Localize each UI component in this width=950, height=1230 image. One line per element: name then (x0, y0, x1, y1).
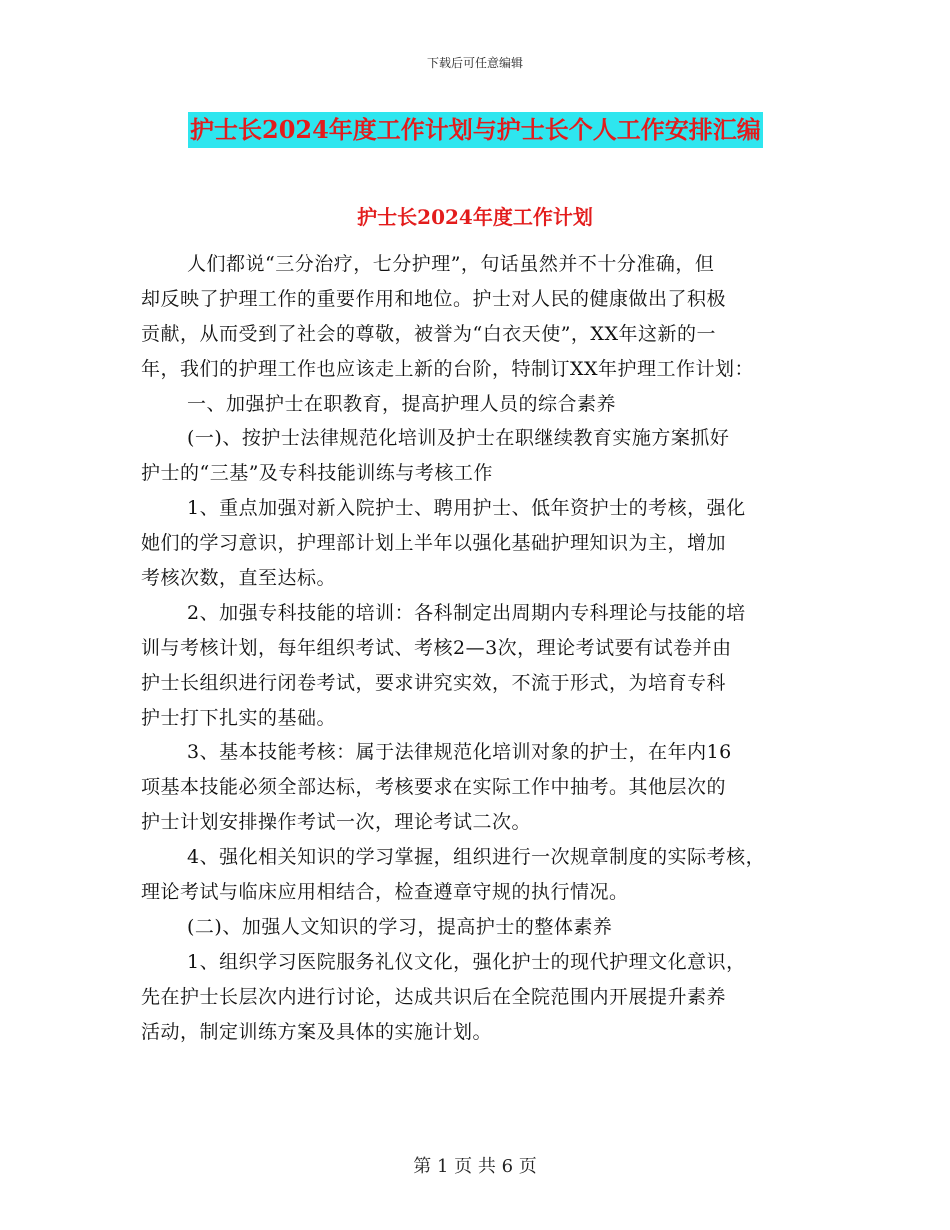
subheading-line: 护士的“三基”及专科技能训练与考核工作 (141, 462, 493, 485)
section-title: 护士长2024年度工作计划 (357, 205, 593, 229)
heading-line: 一、加强护士在职教育，提高护理人员的综合素养 (187, 392, 617, 415)
paragraph-line: 训与考核计划，每年组织考试、考核2—3次，理论考试要有试卷并由 (141, 636, 732, 659)
paragraph-line: 3、基本技能考核：属于法律规范化培训对象的护士，在年内16 (187, 741, 732, 764)
paragraph-line: 1、重点加强对新入院护士、聘用护士、低年资护士的考核，强化 (187, 497, 746, 520)
subheading-line: (一)、按护士法律规范化培训及护士在职继续教育实施方案抓好 (187, 427, 730, 450)
paragraph-line: 年，我们的护理工作也应该走上新的台阶，特制订XX年护理工作计划： (141, 357, 755, 380)
paragraph-line: 4、强化相关知识的学习掌握，组织进行一次规章制度的实际考核， (187, 846, 766, 869)
paragraph-line: 考核次数，直至达标。 (141, 567, 337, 590)
paragraph-line: 她们的学习意识，护理部计划上半年以强化基础护理知识为主，增加 (141, 532, 727, 555)
paragraph-line: 1、组织学习医院服务礼仪文化，强化护士的现代护理文化意识， (187, 950, 746, 973)
paragraph-line: 却反映了护理工作的重要作用和地位。护士对人民的健康做出了积极 (141, 287, 727, 310)
paragraph-line: 护士计划安排操作考试一次，理论考试二次。 (141, 811, 532, 834)
paragraph-line: 项基本技能必须全部达标，考核要求在实际工作中抽考。其他层次的 (141, 776, 727, 799)
document-main-title: 护士长2024年度工作计划与护士长个人工作安排汇编 (188, 112, 763, 148)
paragraph-line: 先在护士长层次内进行讨论，达成共识后在全院范围内开展提升素养 (141, 985, 727, 1008)
page-indicator: 第 1 页 共 6 页 (413, 1156, 537, 1177)
paragraph-line: 2、加强专科技能的培训：各科制定出周期内专科理论与技能的培 (187, 601, 746, 624)
paragraph-line: 理论考试与临床应用相结合，检查遵章守规的执行情况。 (141, 881, 629, 904)
document-body (141, 247, 821, 1049)
paragraph-line: 护士长组织进行闭卷考试，要求讲究实效，不流于形式，为培育专科 (141, 671, 727, 694)
header-note: 下载后可任意编辑 (426, 56, 523, 70)
paragraph-line: 人们都说“三分治疗，七分护理”，句话虽然并不十分准确，但 (187, 253, 715, 275)
paragraph-line: 护士打下扎实的基础。 (141, 706, 337, 729)
paragraph-line: 活动，制定训练方案及具体的实施计划。 (141, 1020, 493, 1043)
subheading-line: (二)、加强人文知识的学习，提高护士的整体素养 (187, 915, 613, 938)
paragraph-line: 贡献，从而受到了社会的尊敬，被誉为“白衣天使”，XX年这新的一 (141, 322, 716, 345)
